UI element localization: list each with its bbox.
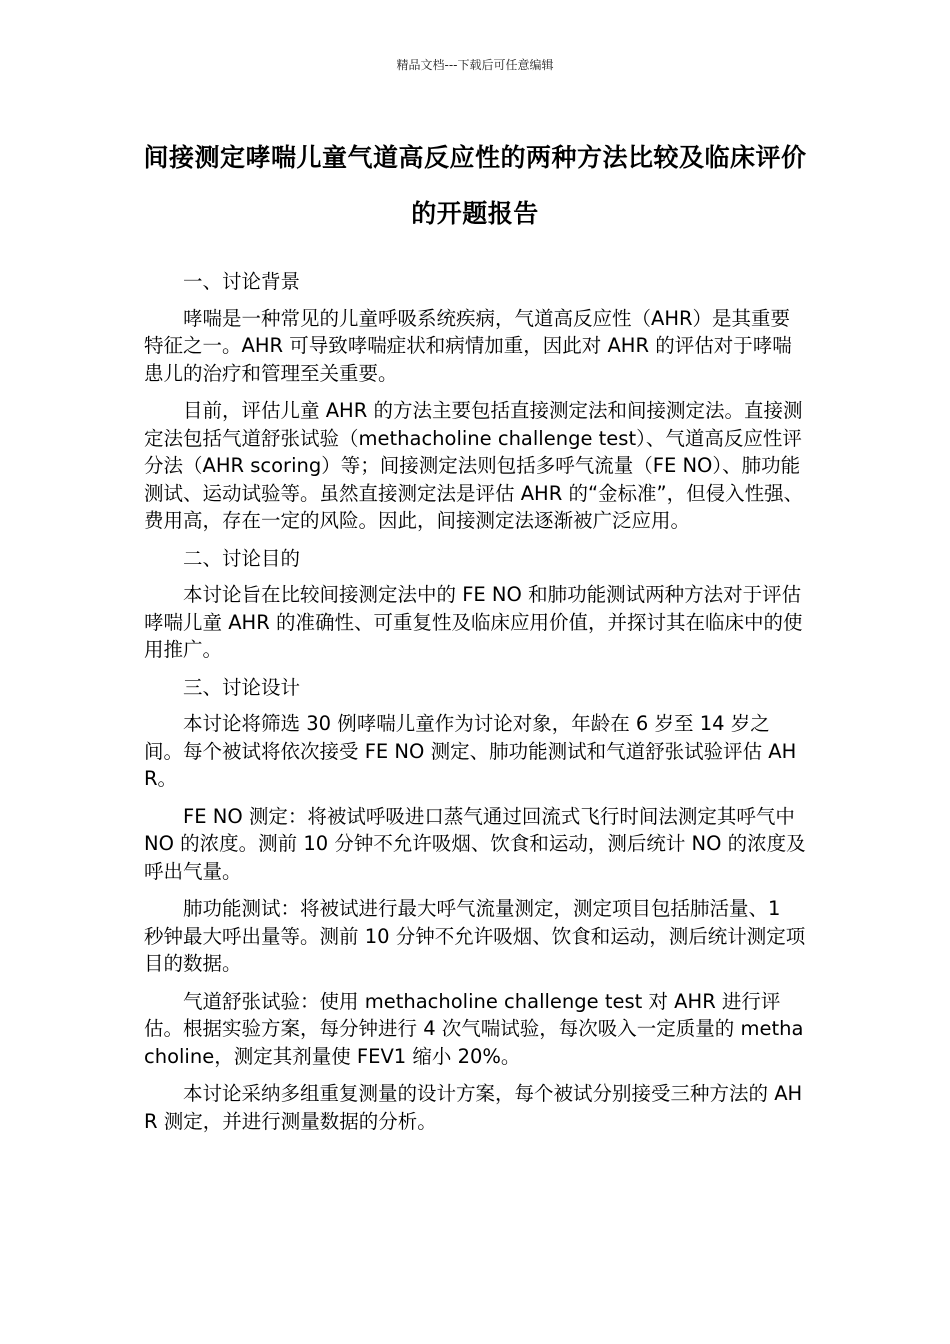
header-note: 精品文档---下载后可任意编辑: [396, 58, 554, 72]
paragraph-feno-method: FE NO 测定：将被试呼吸进口蒸气通过回流式飞行时间法测定其呼气中 NO 的浓度。测前 10 分钟不允许吸烟、饮食和运动，测后统计 NO 的浓度及呼出气量。: [144, 804, 806, 883]
paragraph-design-summary: 本讨论采纳多组重复测量的设计方案，每个被试分别接受三种方法的 AHR 测定，并进行测量数据的分析。: [144, 1082, 803, 1133]
section-heading-background: 一、讨论背景: [183, 270, 301, 293]
document-title: 间接测定哮喘儿童气道高反应性的两种方法比较及临床评价的开题报告: [143, 143, 807, 228]
paragraph-lung-function-method: 肺功能测试：将被试进行最大呼气流量测定，测定项目包括肺活量、1 秒钟最大呼出量等。测前 10 分钟不允许吸烟、饮食和运动，测后统计测定项目的数据。: [144, 897, 806, 975]
document-body: [144, 268, 806, 1145]
paragraph-design-subjects: 本讨论将筛选 30 例哮喘儿童作为讨论对象，年龄在 6 岁至 14 岁之间。每个被试将依次接受 FE NO 测定、肺功能测试和气道舒张试验评估 AHR。: [144, 712, 797, 790]
paragraph-background-1: 哮喘是一种常见的儿童呼吸系统疾病，气道高反应性（AHR）是其重要特征之一。AHR 可导致哮喘症状和病情加重，因此对 AHR 的评估对于哮喘患儿的治疗和管理至关重要。: [144, 306, 792, 385]
paragraph-purpose: 本讨论旨在比较间接测定法中的 FE NO 和肺功能测试两种方法对于评估哮喘儿童 AHR 的准确性、可重复性及临床应用价值，并探讨其在临床中的使用推广。: [144, 583, 803, 661]
paragraph-background-2: 目前，评估儿童 AHR 的方法主要包括直接测定法和间接测定法。直接测定法包括气道舒张试验（methacholine challenge test）、气道高反应性评分法（AHR scoring）等；间接测定法则包括多呼气流量（FE NO）、肺功能测试、运动试验等。虽然直接测定法是评估 AHR 的“金标准”，但侵入性强、费用高，存在一定的风险。因此，间接测定法逐渐被广泛应用。: [144, 399, 804, 532]
section-heading-purpose: 二、讨论目的: [183, 546, 301, 570]
section-heading-design: 三、讨论设计: [183, 675, 301, 699]
paragraph-bronchial-test-method: 气道舒张试验：使用 methacholine challenge test 对 AHR 进行评估。根据实验方案，每分钟进行 4 次气喘试验，每次吸入一定质量的 methacholine，测定其剂量使 FEV1 缩小 20%。: [144, 989, 804, 1068]
